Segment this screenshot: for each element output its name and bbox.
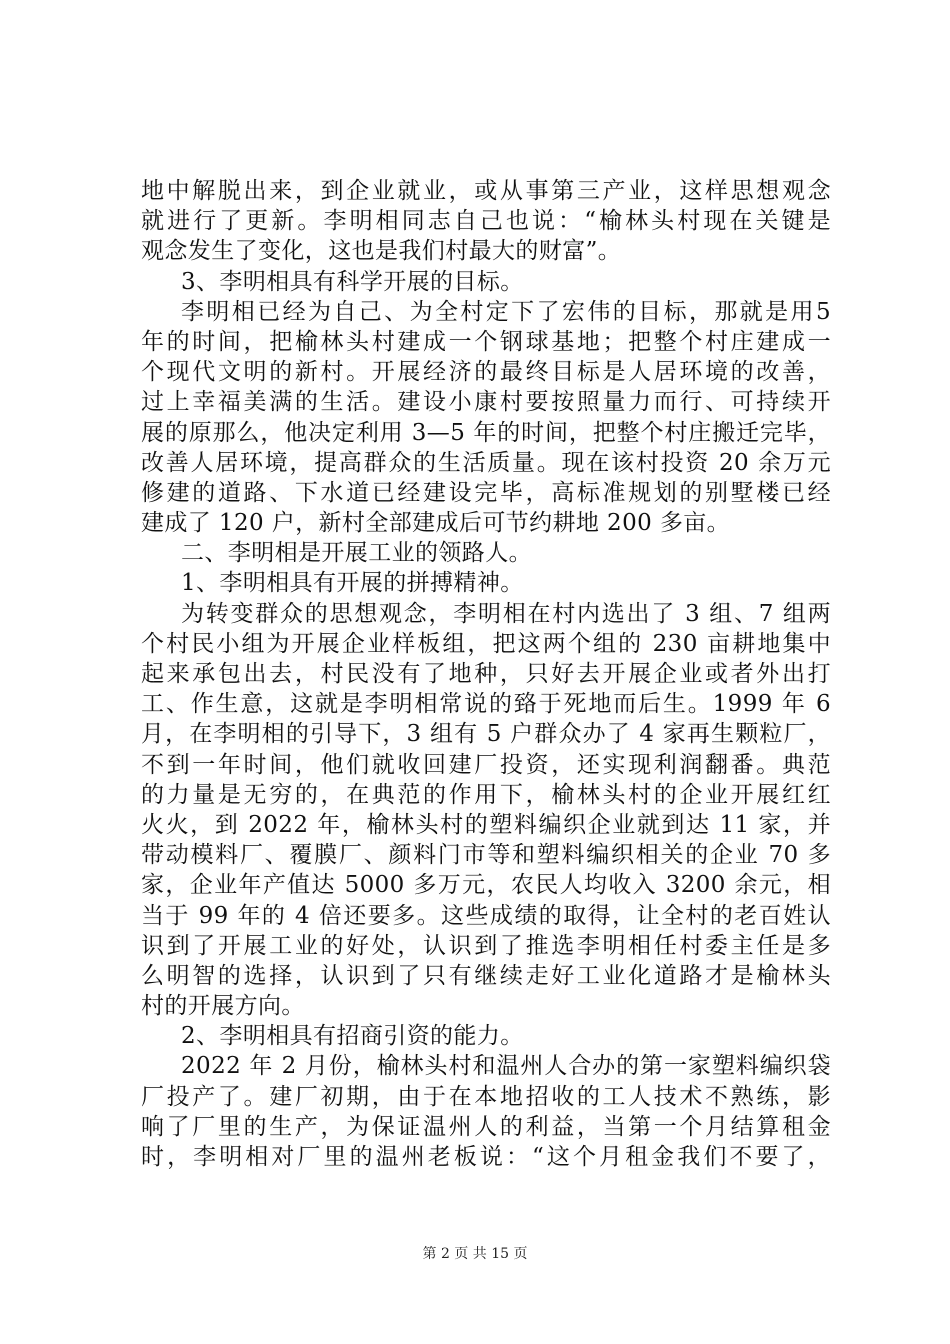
text-line: 么明智的选择，认识到了只有继续走好工业化道路才是榆林头 xyxy=(141,962,831,989)
text-line: 年的时间，把榆林头村建成一个钢球基地；把整个村庄建成一 xyxy=(141,328,831,355)
text-line: 3、李明相具有科学开展的目标。 xyxy=(181,268,524,295)
text-line: 月，在李明相的引导下，3 组有 5 户群众办了 4 家再生颗粒厂， xyxy=(141,721,831,748)
text-line: 李明相已经为自己、为全村定下了宏伟的目标，那就是用5 xyxy=(181,298,831,325)
text-line: 响了厂里的生产，为保证温州人的利益，当第一个月结算租金 xyxy=(141,1113,831,1140)
text-line: 个现代文明的新村。开展经济的最终目标是人居环境的改善， xyxy=(141,359,831,386)
text-line: 修建的道路、下水道已经建设完毕，高标准规划的别墅楼已经 xyxy=(141,479,831,506)
text-line: 改善人居环境，提高群众的生活质量。现在该村投资 20 余万元 xyxy=(141,449,831,476)
text-line: 二、李明相是开展工业的领路人。 xyxy=(181,540,532,567)
text-line: 家，企业年产值达 5000 多万元，农民人均收入 3200 余元，相 xyxy=(141,872,831,899)
text-line: 时，李明相对厂里的温州老板说：“这个月租金我们不要了， xyxy=(141,1144,831,1170)
text-line: 1、李明相具有开展的拼搏精神。 xyxy=(181,570,524,597)
text-line: 工、作生意，这就是李明相常说的臵于死地而后生。1999 年 6 xyxy=(141,691,831,718)
text-line: 过上幸福美满的生活。建设小康村要按照量力而行、可持续开 xyxy=(141,389,831,416)
text-line: 2、李明相具有招商引资的能力。 xyxy=(181,1023,524,1050)
document-body xyxy=(141,176,831,1172)
text-line: 当于 99 年的 4 倍还要多。这些成绩的取得，让全村的老百姓认 xyxy=(141,902,831,929)
text-line: 村的开展方向。 xyxy=(141,993,305,1020)
text-line: 观念发生了变化，这也是我们村最大的财富”。 xyxy=(141,238,622,265)
text-line: 就进行了更新。李明相同志自己也说：“榆林头村现在关键是 xyxy=(141,208,831,235)
text-line: 的力量是无穷的，在典范的作用下，榆林头村的企业开展红红 xyxy=(141,781,831,808)
text-line: 2022 年 2 月份，榆林头村和温州人合办的第一家塑料编织袋 xyxy=(181,1053,831,1080)
page-number-footer: 第 2 页 共 15 页 xyxy=(422,1246,528,1262)
text-line: 为转变群众的思想观念，李明相在村内选出了 3 组、7 组两 xyxy=(181,600,831,627)
text-line: 建成了 120 户，新村全部建成后可节约耕地 200 多亩。 xyxy=(141,510,731,537)
text-line: 厂投产了。建厂初期，由于在本地招收的工人技术不熟练，影 xyxy=(141,1083,831,1110)
text-line: 识到了开展工业的好处，认识到了推选李明相任村委主任是多 xyxy=(141,932,831,959)
text-line: 火火，到 2022 年，榆林头村的塑料编织企业就到达 11 家，并 xyxy=(141,811,831,838)
text-line: 带动模料厂、覆膜厂、颜料门市等和塑料编织相关的企业 70 多 xyxy=(141,842,831,869)
text-line: 展的原那么，他决定利用 3—5 年的时间，把整个村庄搬迁完毕， xyxy=(141,419,831,446)
text-line: 起来承包出去，村民没有了地种，只好去开展企业或者外出打 xyxy=(141,661,831,687)
text-line: 不到一年时间，他们就收回建厂投资，还实现利润翻番。典范 xyxy=(141,751,831,778)
text-line: 个村民小组为开展企业样板组，把这两个组的 230 亩耕地集中 xyxy=(141,630,831,657)
text-line: 地中解脱出来，到企业就业，或从事第三产业，这样思想观念 xyxy=(141,178,831,204)
